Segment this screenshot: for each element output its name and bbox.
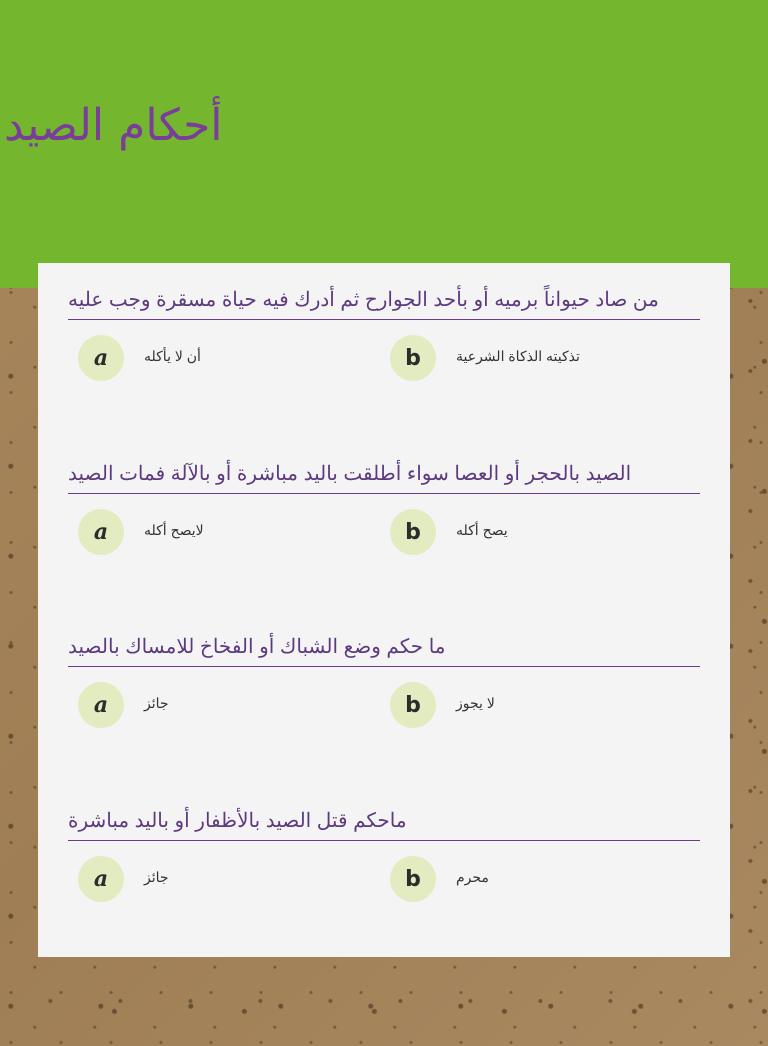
- question-text: ما حكم وضع الشباك أو الفخاخ للامساك بالصيد: [68, 636, 446, 658]
- option-a-label: جائز: [144, 868, 169, 885]
- option-b[interactable]: [390, 509, 508, 555]
- question-text: ماحكم قتل الصيد بالأظفار أو باليد مباشرة: [68, 810, 407, 832]
- option-b-badge: b: [390, 856, 436, 902]
- option-a-label: جائز: [144, 694, 169, 711]
- option-b-badge: b: [390, 509, 436, 555]
- question-3: [68, 632, 700, 727]
- options-group: [68, 320, 700, 380]
- page-title: أحكام الصيد: [4, 100, 223, 151]
- option-b-badge: b: [390, 682, 436, 728]
- option-b-badge: b: [390, 335, 436, 381]
- question-text: الصيد بالحجر أو العصا سواء أطلقت باليد مباشرة أو بالآلة فمات الصيد: [68, 463, 632, 485]
- option-b-label: تذكيته الذكاة الشرعية: [456, 347, 580, 364]
- option-a-badge: a: [78, 856, 124, 902]
- option-b[interactable]: [390, 335, 580, 381]
- options-group: [68, 494, 700, 554]
- option-a-badge: a: [78, 509, 124, 555]
- option-b-label: يصح أكله: [456, 521, 508, 538]
- quiz-card: [38, 263, 730, 957]
- question-4: [68, 806, 700, 901]
- option-a-badge: a: [78, 335, 124, 381]
- option-a-label: لايصح أكله: [144, 521, 204, 538]
- option-a[interactable]: [78, 335, 201, 381]
- option-a[interactable]: [78, 509, 204, 555]
- header-banner: [0, 0, 768, 288]
- option-b[interactable]: [390, 682, 495, 728]
- option-a[interactable]: [78, 682, 169, 728]
- option-a-badge: a: [78, 682, 124, 728]
- option-b-label: لا يجوز: [456, 694, 495, 711]
- option-b-label: محرم: [456, 868, 489, 885]
- question-1: [68, 285, 700, 380]
- question-text: من صاد حيواناً برميه أو بأحد الجوارح ثم أدرك فيه حياة مسقرة وجب عليه: [68, 289, 659, 311]
- options-group: [68, 667, 700, 727]
- options-group: [68, 841, 700, 901]
- option-a[interactable]: [78, 856, 169, 902]
- option-a-label: أن لا يأكله: [144, 347, 201, 364]
- question-2: [68, 459, 700, 554]
- option-b[interactable]: [390, 856, 489, 902]
